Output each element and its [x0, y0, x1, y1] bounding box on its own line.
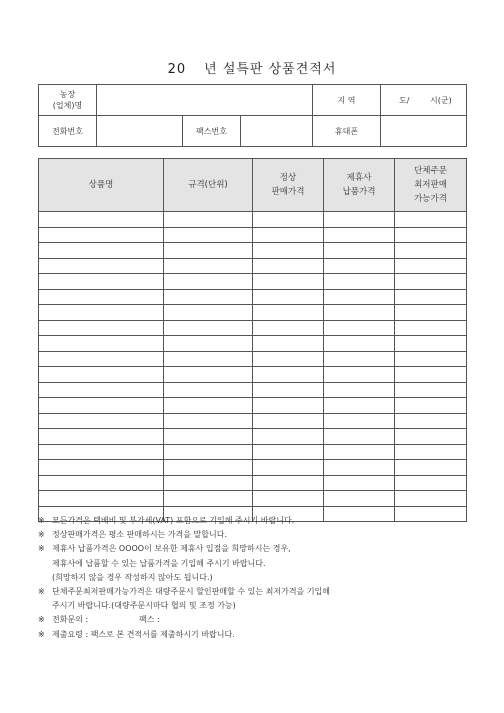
- table-cell[interactable]: [253, 429, 324, 445]
- table-cell[interactable]: [39, 398, 164, 414]
- table-row: [39, 398, 467, 414]
- mobile-label: 휴대폰: [313, 116, 381, 147]
- table-cell[interactable]: [253, 398, 324, 414]
- table-cell[interactable]: [253, 382, 324, 398]
- table-cell[interactable]: [253, 475, 324, 491]
- table-cell[interactable]: [253, 274, 324, 290]
- column-header-line: 납품가격: [342, 187, 376, 197]
- table-row: [39, 336, 467, 352]
- document-title: [0, 58, 504, 77]
- column-header-line: 규격(단위): [188, 180, 228, 190]
- column-header: [164, 159, 253, 212]
- table-cell[interactable]: [253, 460, 324, 476]
- table-cell[interactable]: [324, 475, 395, 491]
- region-field[interactable]: [381, 85, 467, 116]
- table-cell[interactable]: [39, 305, 164, 321]
- table-row: [39, 460, 467, 476]
- note-mark: ※: [38, 587, 45, 597]
- table-cell[interactable]: [39, 444, 164, 460]
- note-mark: ※: [38, 629, 45, 639]
- table-cell[interactable]: [164, 258, 253, 274]
- note-item: [38, 542, 478, 585]
- table-cell[interactable]: [164, 429, 253, 445]
- note-mark: ※: [38, 516, 45, 525]
- note-line: 모든가격은 택배비 및 부가세(VAT) 포함으로 기입해 주시기 바랍니다.: [52, 516, 295, 525]
- column-header-line: 단체주문: [414, 166, 447, 176]
- table-cell[interactable]: [39, 336, 164, 352]
- table-row: [39, 367, 467, 383]
- table-row: [39, 444, 467, 460]
- table-cell[interactable]: [253, 212, 324, 228]
- fax-label: 팩스번호: [183, 116, 241, 147]
- table-cell[interactable]: [164, 475, 253, 491]
- table-cell[interactable]: [324, 274, 395, 290]
- info-table: [38, 84, 467, 147]
- table-cell[interactable]: [39, 274, 164, 290]
- table-cell[interactable]: [395, 413, 467, 429]
- table-cell[interactable]: [395, 305, 467, 321]
- table-cell[interactable]: [164, 444, 253, 460]
- table-row: [39, 351, 467, 367]
- table-cell[interactable]: [395, 460, 467, 476]
- table-cell[interactable]: [324, 243, 395, 259]
- table-cell[interactable]: [395, 212, 467, 228]
- table-cell[interactable]: [324, 413, 395, 429]
- phone-label: 전화번호: [39, 116, 97, 147]
- mobile-field[interactable]: [381, 116, 467, 147]
- note-item: [38, 585, 478, 613]
- table-cell[interactable]: [395, 243, 467, 259]
- table-cell[interactable]: [253, 320, 324, 336]
- farm-label-line1: 농장: [59, 90, 76, 99]
- table-row: [39, 382, 467, 398]
- table-row: [39, 274, 467, 290]
- table-cell[interactable]: [253, 444, 324, 460]
- table-cell[interactable]: [39, 351, 164, 367]
- table-cell[interactable]: [253, 227, 324, 243]
- note-item: [38, 528, 478, 542]
- table-row: [39, 289, 467, 305]
- table-cell[interactable]: [39, 320, 164, 336]
- title-text: 년 설특판 상품견적서: [204, 62, 337, 77]
- table-cell[interactable]: [395, 367, 467, 383]
- info-row-farm: [39, 85, 467, 116]
- table-cell[interactable]: [164, 351, 253, 367]
- table-cell[interactable]: [395, 444, 467, 460]
- table-cell[interactable]: [39, 212, 164, 228]
- note-line: 제휴사에 납품할 수 있는 납품가격을 기입해 주시기 바랍니다.: [52, 558, 266, 568]
- table-cell[interactable]: [395, 274, 467, 290]
- table-cell[interactable]: [253, 367, 324, 383]
- table-cell[interactable]: [39, 258, 164, 274]
- column-header-line: 제휴사: [346, 173, 372, 183]
- table-row: [39, 429, 467, 445]
- info-row-contact: [39, 116, 467, 147]
- table-cell[interactable]: [253, 258, 324, 274]
- table-cell[interactable]: [39, 413, 164, 429]
- table-cell[interactable]: [164, 367, 253, 383]
- table-cell[interactable]: [164, 274, 253, 290]
- note-mark: ※: [38, 530, 45, 540]
- column-header: [39, 159, 164, 212]
- table-cell[interactable]: [324, 320, 395, 336]
- table-cell[interactable]: [395, 398, 467, 414]
- table-row: [39, 305, 467, 321]
- column-header-line: 최저판매: [414, 180, 447, 190]
- farm-label-line2: (업체)명: [52, 101, 83, 110]
- table-cell[interactable]: [324, 398, 395, 414]
- table-cell[interactable]: [39, 367, 164, 383]
- note-item: [38, 613, 478, 627]
- table-cell[interactable]: [324, 258, 395, 274]
- column-header: [324, 159, 395, 212]
- table-cell[interactable]: [324, 227, 395, 243]
- table-row: [39, 227, 467, 243]
- table-cell[interactable]: [395, 289, 467, 305]
- note-line: 제휴사 납품가격은 OOOO이 보유한 제휴사 입점을 희망하시는 경우,: [52, 544, 291, 554]
- table-cell[interactable]: [39, 460, 164, 476]
- farm-name-field[interactable]: [97, 85, 313, 116]
- column-header-line: 정상: [279, 173, 297, 183]
- table-cell[interactable]: [253, 305, 324, 321]
- table-cell[interactable]: [395, 475, 467, 491]
- table-cell[interactable]: [324, 289, 395, 305]
- table-cell[interactable]: [395, 258, 467, 274]
- table-cell[interactable]: [39, 243, 164, 259]
- table-cell[interactable]: [164, 413, 253, 429]
- table-cell[interactable]: [164, 212, 253, 228]
- table-cell[interactable]: [253, 289, 324, 305]
- table-cell[interactable]: [164, 243, 253, 259]
- table-cell[interactable]: [39, 429, 164, 445]
- table-row: [39, 413, 467, 429]
- table-cell[interactable]: [39, 475, 164, 491]
- table-cell[interactable]: [324, 460, 395, 476]
- table-row: [39, 320, 467, 336]
- table-cell[interactable]: [164, 227, 253, 243]
- region-si: 시(군): [430, 95, 452, 105]
- table-cell[interactable]: [164, 305, 253, 321]
- note-item: [38, 628, 478, 642]
- table-cell[interactable]: [395, 429, 467, 445]
- region-label: 지 역: [313, 85, 381, 116]
- table-cell[interactable]: [164, 289, 253, 305]
- product-table-body: [39, 212, 467, 522]
- title-year: 20: [167, 62, 187, 77]
- table-cell[interactable]: [395, 227, 467, 243]
- note-line: 제출요령 : 팩스로 본 견적서를 제출하시기 바랍니다.: [52, 629, 235, 639]
- column-header-line: 가능가격: [414, 194, 447, 204]
- table-cell[interactable]: [164, 320, 253, 336]
- table-row: [39, 243, 467, 259]
- note-mark: ※: [38, 615, 45, 625]
- table-cell[interactable]: [39, 491, 164, 507]
- table-cell[interactable]: [253, 351, 324, 367]
- table-cell[interactable]: [324, 382, 395, 398]
- table-cell[interactable]: [324, 212, 395, 228]
- column-header-line: 상품명: [88, 180, 114, 190]
- table-cell[interactable]: [395, 320, 467, 336]
- note-line: 단체주문최저판매가능가격은 대량주문시 할인판매할 수 있는 최저가격을 기입해: [52, 587, 331, 597]
- table-row: [39, 212, 467, 228]
- column-header-line: 판매가격: [271, 187, 305, 197]
- note-line: 전화문의 : 팩스 :: [52, 615, 160, 625]
- table-cell[interactable]: [324, 336, 395, 352]
- note-line: 정상판매가격은 평소 판매하시는 가격을 말합니다.: [52, 530, 228, 540]
- note-mark: ※: [38, 544, 45, 554]
- phone-field[interactable]: [97, 116, 183, 147]
- table-cell[interactable]: [164, 382, 253, 398]
- table-cell[interactable]: [395, 351, 467, 367]
- table-cell[interactable]: [39, 382, 164, 398]
- table-cell[interactable]: [324, 351, 395, 367]
- table-cell[interactable]: [164, 398, 253, 414]
- column-header: [395, 159, 467, 212]
- table-cell[interactable]: [395, 336, 467, 352]
- table-cell[interactable]: [253, 491, 324, 507]
- table-row: [39, 491, 467, 507]
- product-table-header: [39, 159, 467, 212]
- column-header: [253, 159, 324, 212]
- table-cell[interactable]: [164, 491, 253, 507]
- table-cell[interactable]: [395, 382, 467, 398]
- table-cell[interactable]: [324, 367, 395, 383]
- table-cell[interactable]: [324, 444, 395, 460]
- table-cell[interactable]: [164, 336, 253, 352]
- note-item: [38, 514, 478, 528]
- table-cell[interactable]: [39, 289, 164, 305]
- note-line: (희망하지 않을 경우 작성하지 않아도 됩니다.): [52, 572, 213, 582]
- fax-field[interactable]: [241, 116, 313, 147]
- table-cell[interactable]: [253, 243, 324, 259]
- table-cell[interactable]: [324, 429, 395, 445]
- table-cell[interactable]: [324, 491, 395, 507]
- farm-name-label: [39, 85, 97, 116]
- region-do: 도/: [399, 95, 410, 105]
- table-cell[interactable]: [253, 336, 324, 352]
- notes-section: [38, 514, 478, 642]
- table-cell[interactable]: [164, 460, 253, 476]
- table-cell[interactable]: [324, 305, 395, 321]
- table-row: [39, 258, 467, 274]
- table-cell[interactable]: [395, 491, 467, 507]
- product-table: [38, 158, 467, 522]
- table-row: [39, 475, 467, 491]
- table-cell[interactable]: [253, 413, 324, 429]
- note-line: 주시기 바랍니다.(대량주문시마다 협의 및 조정 가능): [52, 601, 236, 611]
- table-cell[interactable]: [39, 227, 164, 243]
